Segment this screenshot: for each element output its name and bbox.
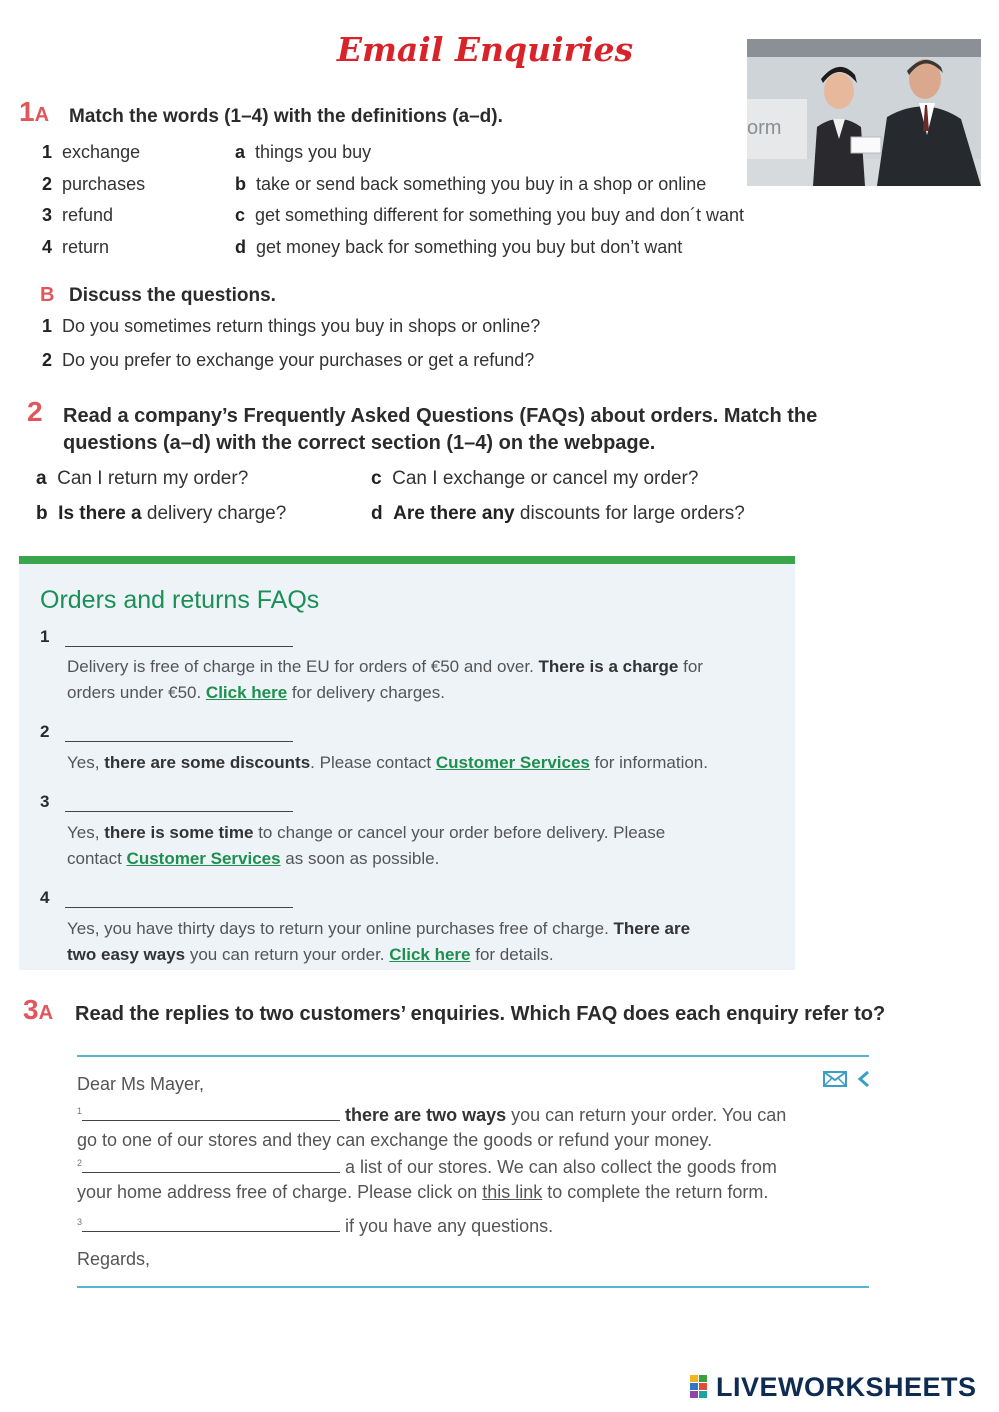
email-line-2: go to one of our stores and they can exchange the goods or refund your money. xyxy=(77,1130,713,1150)
faq-question-c: c Can I exchange or cancel my order? xyxy=(371,468,699,489)
email-line-4: your home address free of charge. Please click on this link to complete the return form. xyxy=(77,1182,769,1202)
faq-item-number: 4 xyxy=(40,888,50,907)
click-here-link[interactable]: Click here xyxy=(205,683,288,702)
faq-item-text: Yes, there are some discounts. Please contact Customer Services for information. xyxy=(67,753,708,772)
this-link[interactable]: this link xyxy=(482,1182,543,1202)
logo-grid-icon xyxy=(690,1375,716,1399)
faq-panel xyxy=(19,556,795,970)
email-icons xyxy=(822,1068,874,1095)
logo-text: LIVEWORKSHEETS xyxy=(716,1372,977,1402)
section-2-heading-line2: questions (a–d) with the correct section (1–4) on the webpage. xyxy=(63,432,656,454)
email-line-3: $^2$ a list of our stores. We can also collect the goods from xyxy=(77,1157,777,1177)
email-closing: Regards, xyxy=(77,1249,151,1269)
word-item: 1 exchange xyxy=(42,142,141,162)
reception-photo xyxy=(747,39,981,186)
email-blank-1[interactable] xyxy=(82,1104,340,1121)
section-1b-letter: B xyxy=(40,284,55,306)
faq-item-text: Delivery is free of charge in the EU for orders of €50 and over. There is a charge for orders under €50. Click here for delivery charges. xyxy=(67,657,703,702)
reception-illustration xyxy=(747,39,981,186)
definition-item: b take or send back something you buy in a shop or online xyxy=(235,174,707,194)
click-here-link[interactable]: Click here xyxy=(389,945,471,964)
customer-services-link[interactable]: Customer Services xyxy=(435,753,590,772)
definition-item: c get something different for something you buy and don´t want xyxy=(235,205,745,225)
definition-item: d get money back for something you buy but don’t want xyxy=(235,237,683,257)
word-item: 3 refund xyxy=(42,205,114,225)
email-greeting: Dear Ms Mayer, xyxy=(77,1074,205,1094)
email-top-rule xyxy=(77,1055,869,1057)
section-3a-number: 3A xyxy=(23,994,54,1025)
section-1a-number: 1A xyxy=(19,96,50,127)
envelope-icon xyxy=(822,1068,874,1090)
faq-item-number: 3 xyxy=(40,792,50,811)
section-1b-heading: Discuss the questions. xyxy=(69,285,276,306)
section-2-heading-line1: Read a company’s Frequently Asked Questions (FAQs) about orders. Match the xyxy=(63,405,818,427)
faq-answer-blank-4[interactable] xyxy=(65,891,293,908)
faq-item-number: 1 xyxy=(40,627,50,646)
section-3a-heading: Read the replies to two customers’ enquiries. Which FAQ does each enquiry refer to? xyxy=(75,1003,886,1025)
email-blank-3[interactable] xyxy=(82,1215,340,1232)
faq-question-a: a Can I return my order? xyxy=(36,468,249,489)
page-title: Email Enquiries xyxy=(336,30,634,69)
section-1a-heading: Match the words (1–4) with the definitions (a–d). xyxy=(69,106,503,127)
discussion-question: 2 Do you prefer to exchange your purchases or get a refund? xyxy=(42,350,535,370)
faq-answer-blank-3[interactable] xyxy=(65,795,293,812)
email-line-5: $^3$ if you have any questions. xyxy=(77,1216,554,1236)
word-item: 2 purchases xyxy=(42,174,146,194)
faq-answer-blank-1[interactable] xyxy=(65,630,293,647)
email-line-1: $^1$ there are two ways you can return your order. You can xyxy=(77,1105,787,1125)
faq-question-d: d Are there any discounts for large orders? xyxy=(371,503,745,524)
definition-item: a things you buy xyxy=(235,142,372,162)
faq-question-b: b Is there a delivery charge? xyxy=(36,503,287,524)
faq-answer-blank-2[interactable] xyxy=(65,725,293,742)
faq-item-text: Yes, there is some time to change or cancel your order before delivery. Please contact Customer Services as soon as possible. xyxy=(67,823,666,868)
liveworksheets-logo xyxy=(690,1372,977,1403)
section-2-number: 2 xyxy=(27,396,43,427)
email-blank-2[interactable] xyxy=(82,1156,340,1173)
word-item: 4 return xyxy=(42,237,110,257)
faq-item-number: 2 xyxy=(40,722,50,741)
faq-title: Orders and returns FAQs xyxy=(40,586,320,614)
email-bottom-rule xyxy=(77,1286,869,1288)
discussion-question: 1 Do you sometimes return things you buy in shops or online? xyxy=(42,316,541,336)
faq-item-text: Yes, you have thirty days to return your online purchases free of charge. There are two easy ways you can return your order. Click here for details. xyxy=(67,919,691,964)
photo-sign-text: orm xyxy=(747,117,782,139)
customer-services-link[interactable]: Customer Services xyxy=(126,849,281,868)
